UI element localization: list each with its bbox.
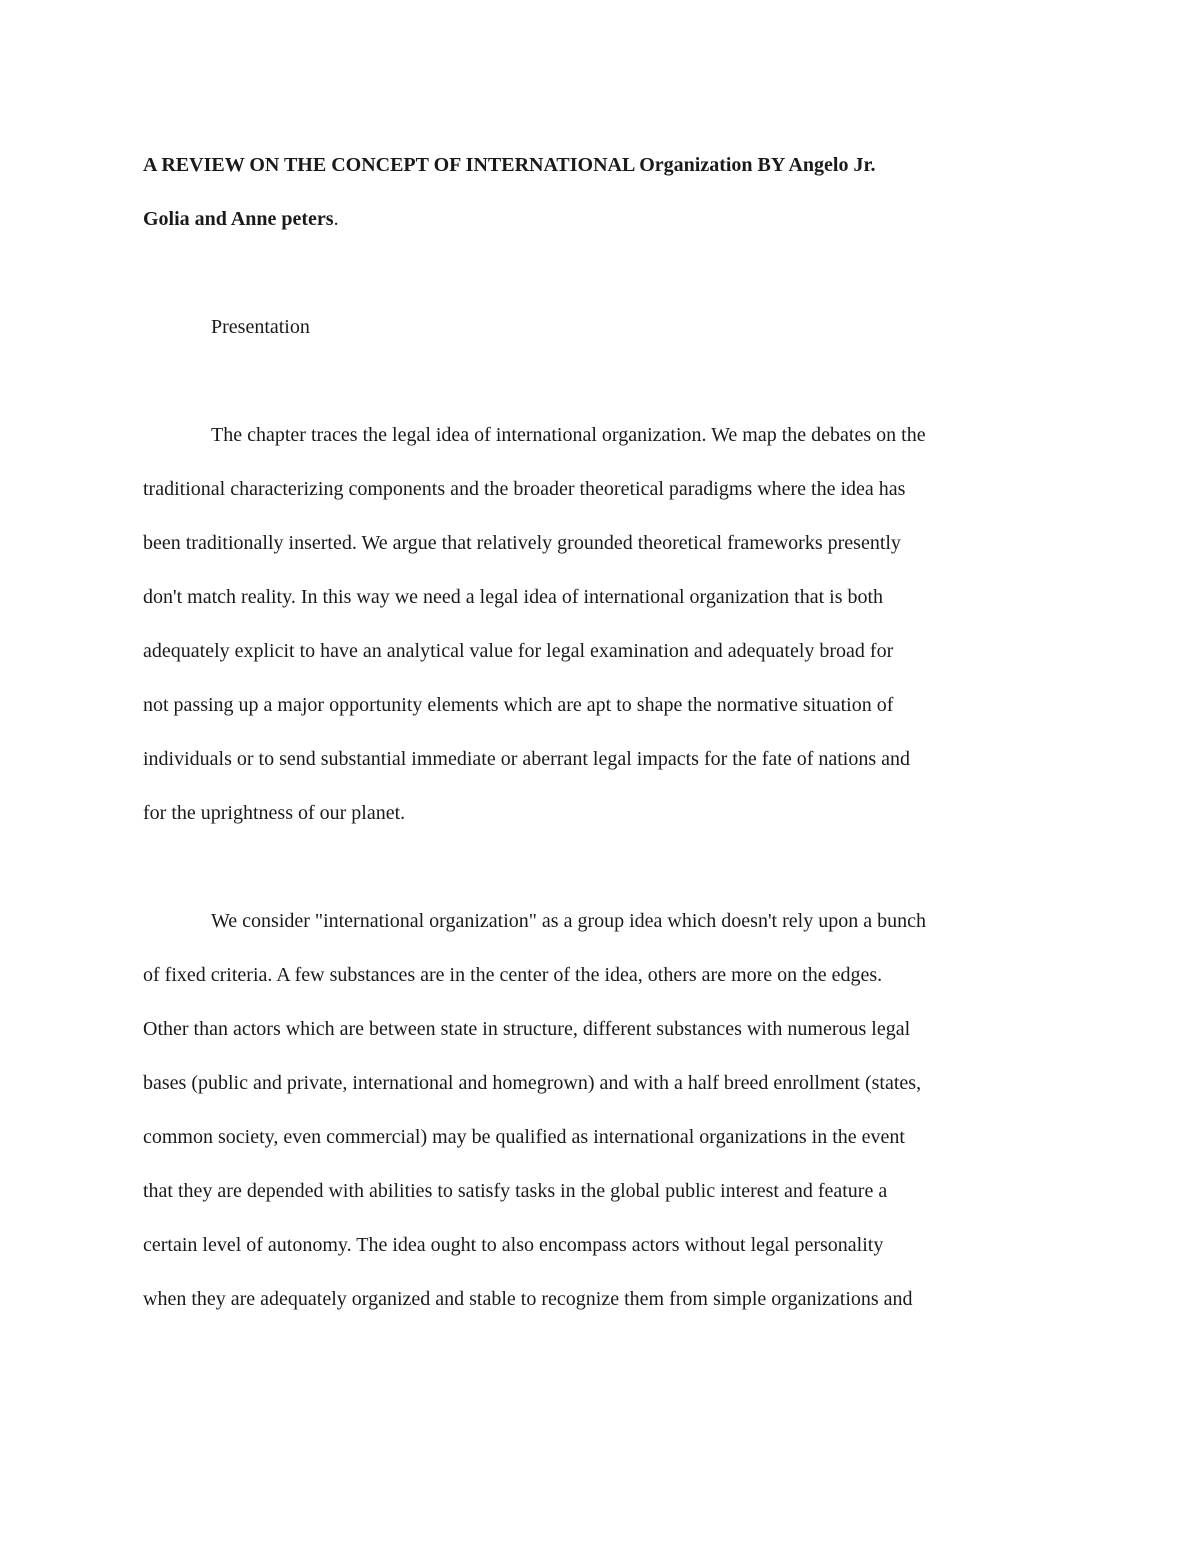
paragraph-line: that they are depended with abilities to satisfy tasks in the global public interest and feature a xyxy=(143,1180,888,1202)
paragraph-line: common society, even commercial) may be qualified as international organizations in the event xyxy=(143,1126,905,1148)
paragraph-line: bases (public and private, international and homegrown) and with a half breed enrollment (states, xyxy=(143,1072,922,1094)
paragraph-line: individuals or to send substantial immediate or aberrant legal impacts for the fate of nations and xyxy=(143,748,911,770)
title-line-2-text: Golia and Anne peters xyxy=(143,208,334,230)
document-title xyxy=(143,138,1063,246)
paragraph-line: when they are adequately organized and stable to recognize them from simple organizations and xyxy=(143,1288,913,1310)
section-heading: Presentation xyxy=(211,316,310,338)
paragraph-line: for the uprightness of our planet. xyxy=(143,802,406,824)
paragraph-line: traditional characterizing components and the broader theoretical paradigms where the idea has xyxy=(143,478,906,500)
paragraph-line: been traditionally inserted. We argue that relatively grounded theoretical frameworks presently xyxy=(143,532,901,554)
paragraph-line: adequately explicit to have an analytical value for legal examination and adequately broad for xyxy=(143,640,894,662)
title-period: . xyxy=(333,208,339,230)
paragraph-line: We consider "international organization" as a group idea which doesn't rely upon a bunch xyxy=(211,910,926,932)
title-line-2 xyxy=(143,192,1063,246)
paragraph-line: The chapter traces the legal idea of international organization. We map the debates on the xyxy=(211,424,926,446)
paragraph-2 xyxy=(143,894,1063,1326)
paragraph-line: don't match reality. In this way we need a legal idea of international organization that is both xyxy=(143,586,884,608)
paragraph-line: not passing up a major opportunity elements which are apt to shape the normative situation of xyxy=(143,694,894,716)
paragraph-1 xyxy=(143,408,1063,840)
title-line-1: A REVIEW ON THE CONCEPT OF INTERNATIONAL Organization BY Angelo Jr. xyxy=(143,154,876,176)
paragraph-line: Other than actors which are between state in structure, different substances with numerous legal xyxy=(143,1018,911,1040)
paragraph-line: certain level of autonomy. The idea ought to also encompass actors without legal personality xyxy=(143,1234,884,1256)
paragraph-line: of fixed criteria. A few substances are in the center of the idea, others are more on the edges. xyxy=(143,964,883,986)
document-body xyxy=(143,138,1063,1326)
